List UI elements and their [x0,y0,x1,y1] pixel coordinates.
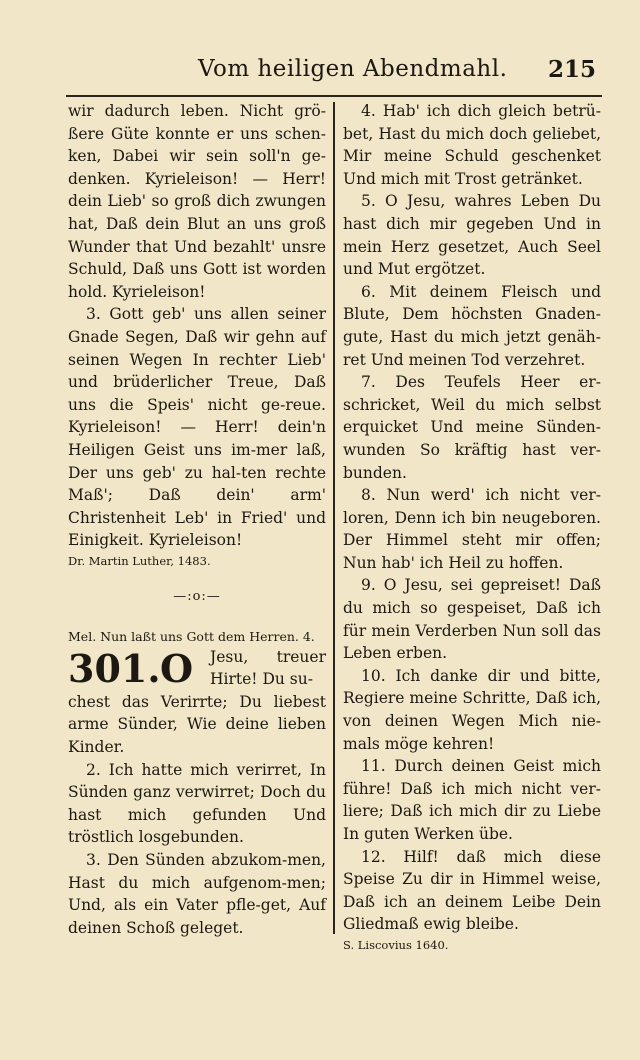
verse-3: 3. Gott geb' uns allen seiner Gnade Segen, Daß wir gehn auf seinen Wegen In rechter Lieb' und brüderlicher Treue, Daß uns die Speis' nicht ge-reue. Kyrieleison! — Herr! dein'n Heiligen Geist uns im-mer laß, Der uns geb' zu hal-ten rechte Maß'; Daß dein' arm' Christenheit Leb' in Fried' und Einigkeit. Kyrieleison! [68,305,326,550]
drop-initial: O [160,645,194,691]
hymn-verse-1: chest das Verirrte; Du liebest arme Sünder, Wie deine lieben Kinder. [68,692,326,757]
author-attribution-2: S. Liscovius 1640. [343,937,449,952]
author-attribution: Dr. Martin Luther, 1483. [68,553,211,568]
right-column [343,100,601,954]
page-number: 215 [547,56,596,83]
column-divider [333,102,335,934]
hymn-opening-text: Jesu, treuer Hirte! Du su- [210,647,326,689]
hymn-verse-7: 7. Des Teufels Heer er-schricket, Weil du mich selbst erquicket Und meine Sünden-wunden So kräftig hast ver-bunden. [343,373,601,482]
section-divider: —:o:— [173,588,221,604]
melody-note: Mel. Nun laßt uns Gott dem Herren. 4. [68,628,315,644]
hymn-verse-9: 9. O Jesu, sei gepreiset! Daß du mich so gespeiset, Daß ich für mein Verderben Nun soll das Leben erben. [343,576,601,663]
hymn-verse-8: 8. Nun werd' ich nicht ver-loren, Denn ich bin neugeboren. Der Himmel steht mir offen; Nun hab' ich Heil zu hoffen. [343,486,601,572]
page-header [70,52,600,92]
hymn-verse-3: 3. Den Sünden abzukom-men, Hast du mich aufgenom-men; Und, als ein Vater pfle-get, Auf deinen Schoß geleget. [68,851,326,937]
hymn-heading [68,646,326,691]
hymn-verse-2: 2. Ich hatte mich verirret, In Sünden ganz verwirret; Doch du hast mich gefunden Und tröstlich losgebunden. [68,760,326,847]
header-rule [66,95,602,97]
running-title: Vom heiligen Abendmahl. [198,56,508,82]
hymn-verse-4: 4. Hab' ich dich gleich betrü-bet, Hast du mich doch geliebet, Mir meine Schuld geschenket Und mich mit Trost getränket. [343,102,601,188]
hymn-verse-5: 5. O Jesu, wahres Leben Du hast dich mir gegeben Und in mein Herz gesetzet, Auch Seel und Mut ergötzet. [343,192,601,279]
verse-continuation: wir dadurch leben. Nicht grö-ßere Güte konnte er uns schen-ken, Dabei wir sein soll'n ge-denken. Kyrieleison! — Herr! dein Lieb' so groß dich zwungen hat, Daß dein Blut an uns groß Wunder that Und bezahlt' unsre Schuld, Daß uns Gott ist worden hold. Kyrieleison! [68,102,326,301]
hymn-verse-6: 6. Mit deinem Fleisch und Blute, Dem höchsten Gnaden-gute, Hast du mich jetzt genäh-ret Und meinen Tod verzehret. [343,282,601,369]
hymn-verse-10: 10. Ich danke dir und bitte, Regiere meine Schritte, Daß ich, von deinen Wegen Mich nie-mals möge kehren! [343,666,601,753]
left-column [68,100,326,939]
hymn-verse-11: 11. Durch deinen Geist mich führe! Daß ich mich nicht ver-liere; Daß ich mich dir zu Liebe In guten Werken übe. [343,757,601,843]
hymn-verse-12: 12. Hilf! daß mich diese Speise Zu dir in Himmel weise, Daß ich an deinem Leibe Dein Gliedmaß ewig bleibe. [343,847,601,934]
hymn-number: 301. [68,645,161,691]
